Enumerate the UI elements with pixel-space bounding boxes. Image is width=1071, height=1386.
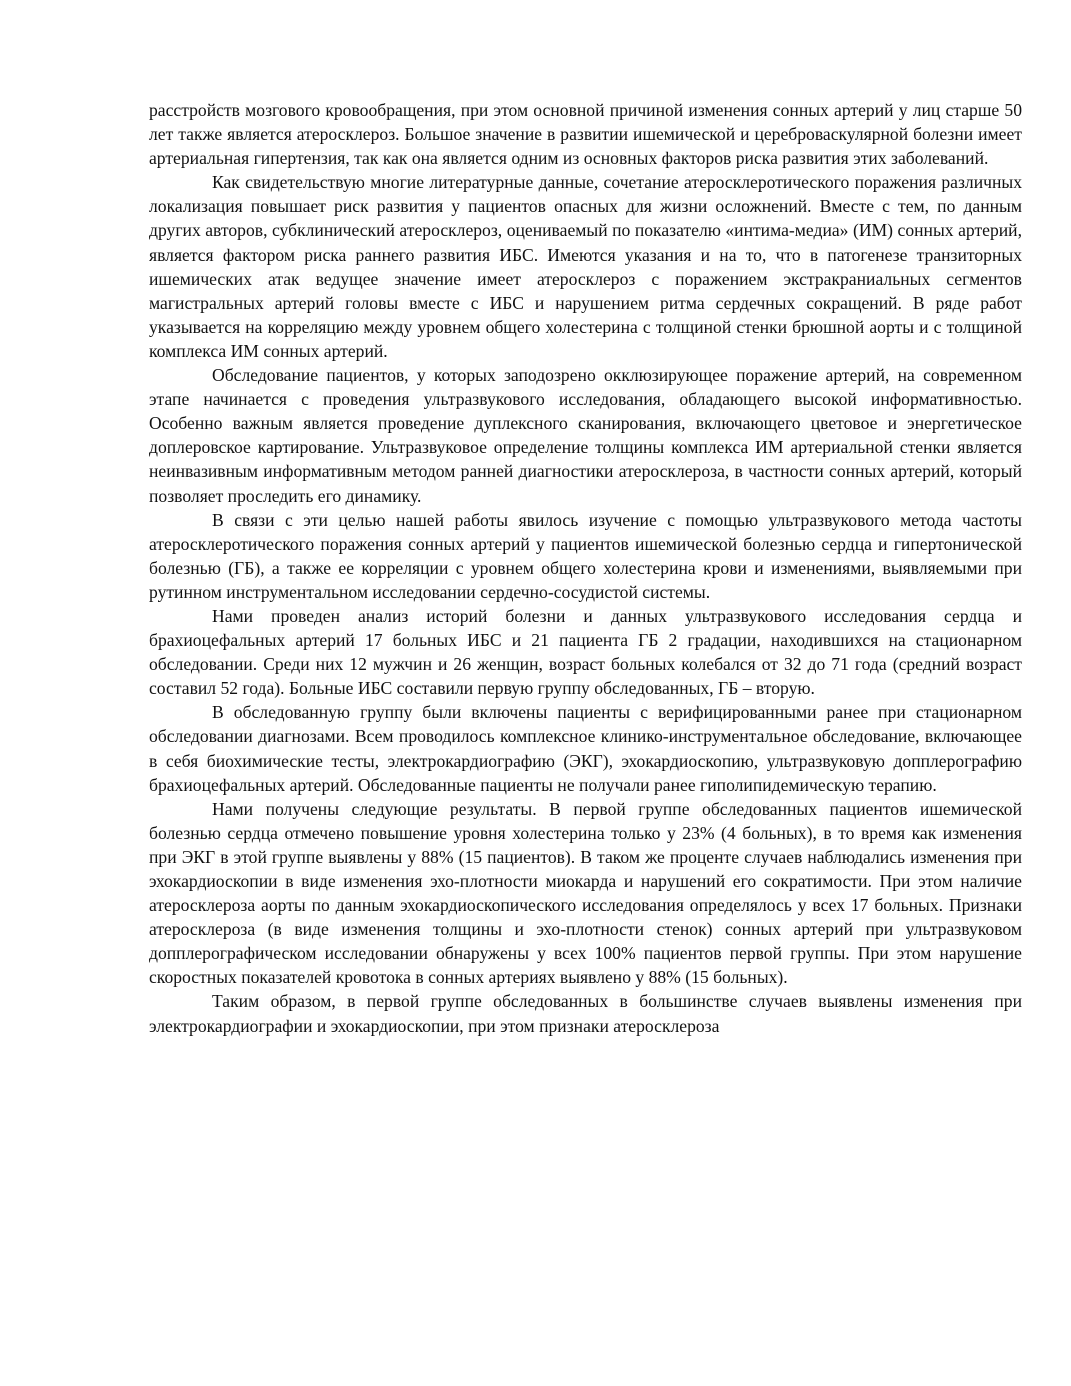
paragraph-6: В обследованную группу были включены пациенты с верифицированными ранее при стационарном обследовании диагнозами. Всем проводилось комплексное клинико-инструментальное обследование, включающее в себя биохимические тесты, электрокардиографию (ЭКГ), эхокардиоскопию, ультразвуковую допплерографию брахиоцефальных артерий. Обследованные пациенты не получали ранее гиполипидемическую терапию. — [149, 702, 1022, 795]
paragraph-2: Как свидетельствую многие литературные данные, сочетание атеросклеротического поражения различных локализация повышает риск развития у пациентов опасных для жизни осложнений. Вместе с тем, по данным других авторов, субклинический атеросклероз, оцениваемый по показателю «интима-медиа» (ИМ) сонных артерий, является фактором риска раннего развития ИБС. Имеются указания и на то, что в патогенезе транзиторных ишемических атак ведущее значение имеет атеросклероз с поражением экстракраниальных сегментов магистральных артерий головы вместе с ИБС и нарушением ритма сердечных сокращений. В ряде работ указывается на корреляцию между уровнем общего холестерина с толщиной стенки брюшной аорты и с толщиной комплекса ИМ сонных артерий. — [149, 172, 1022, 361]
document-page — [149, 98, 1022, 1038]
paragraph-5: Нами проведен анализ историй болезни и данных ультразвукового исследования сердца и брахиоцефальных артерий 17 больных ИБС и 21 пациента ГБ 2 градации, находившихся на стационарном обследовании. Среди них 12 мужчин и 26 женщин, возраст больных колебался от 32 до 71 года (средний возраст составил 52 года). Больные ИБС составили первую группу обследованных, ГБ – вторую. — [149, 605, 1022, 699]
paragraph-3: Обследование пациентов, у которых заподозрено окклюзирующее поражение артерий, на современном этапе начинается с проведения ультразвукового исследования, обладающего высокой информативностью. Особенно важным является проведение дуплексного сканирования, включающего цветовое и энергетическое доплеровское картирование. Ультразвуковое определение толщины комплекса ИМ артериальной стенки является неинвазивным информативным методом ранней диагностики атеросклероза, в частности сонных артерий, который позволяет проследить его динамику. — [149, 365, 1022, 506]
paragraph-4: В связи с эти целью нашей работы явилось изучение с помощью ультразвукового метода частоты атеросклеротического поражения сонных артерий у пациентов ишемической болезнью сердца и гипертонической болезнью (ГБ), а также ее корреляции с уровнем общего холестерина крови и изменениями, выявляемыми при рутинном инструментальном исследовании сердечно-сосудистой системы. — [149, 509, 1022, 602]
paragraph-8: Таким образом, в первой группе обследованных в большинстве случаев выявлены изменения при электрокардиографии и эхокардиоскопии, при этом признаки атеросклероза — [149, 991, 1022, 1036]
paragraph-1: расстройств мозгового кровообращения, при этом основной причиной изменения сонных артерий у лиц старше 50 лет также является атеросклероз. Большое значение в развитии ишемической и цереброваскулярной болезни имеет артериальная гипертензия, так как она является одним из основных факторов риска развития этих заболеваний. — [149, 100, 1022, 169]
paragraph-7: Нами получены следующие результаты. В первой группе обследованных пациентов ишемической болезнью сердца отмечено повышение уровня холестерина только у 23% (4 больных), в то время как изменения при ЭКГ в этой группе выявлены у 88% (15 пациентов). В таком же проценте случаев наблюдались изменения при эхокардиоскопии в виде изменения эхо-плотности миокарда и нарушений его сократимости. При этом наличие атеросклероза аорты по данным эхокардиоскопического исследования определялось у всех 17 больных. Признаки атеросклероза (в виде изменения толщины и эхо-плотности стенок) сонных артерий при ультразвуковом допплерографическом исследовании обнаружены у всех 100% пациентов первой группы. При этом нарушение скоростных показателей кровотока в сонных артериях выявлено у 88% (15 больных). — [149, 798, 1022, 988]
